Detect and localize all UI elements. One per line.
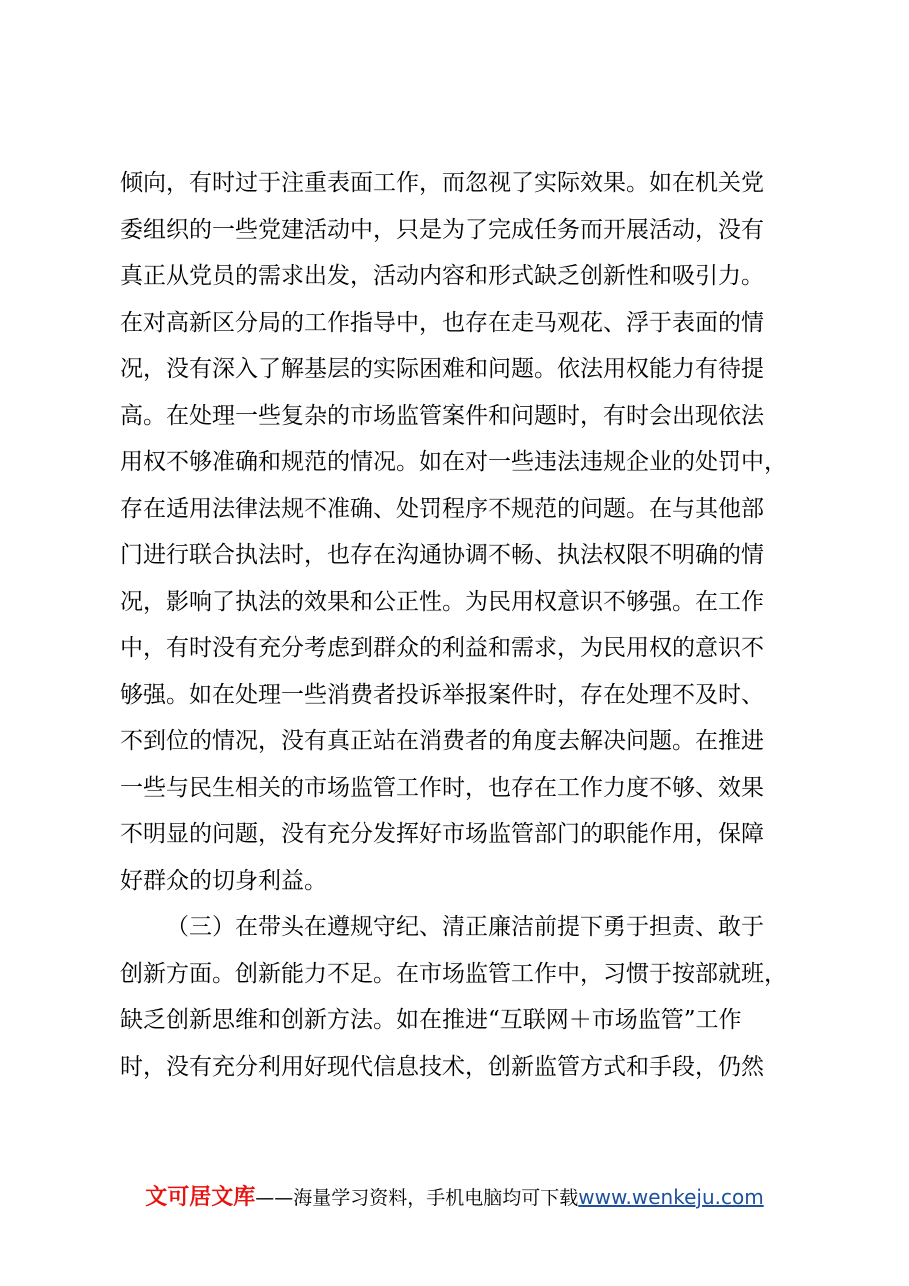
text-line: 高。在处理一些复杂的市场监管案件和问题时，有时会出现依法 (120, 402, 764, 429)
text-line: 中，有时没有充分考虑到群众的利益和需求，为民用权的意识不 (120, 635, 764, 661)
footer-banner (0, 1180, 909, 1211)
footer-slogan: 海量学习资料，手机电脑均可下载 (293, 1187, 579, 1209)
section-heading-line: （三）在带头在遵规守纪、清正廉洁前提下勇于担责、敢于 (166, 914, 764, 940)
text-line: 况，影响了执法的效果和公正性。为民用权意识不够强。在工作 (120, 588, 764, 615)
text-line: 时，没有充分利用好现代信息技术，创新监管方式和手段，仍然 (120, 1053, 764, 1080)
text-line: 真正从党员的需求出发，活动内容和形式缺乏创新性和吸引力。 (120, 263, 764, 289)
brand-name: 文可居文库 (145, 1185, 256, 1210)
text-line: 够强。如在处理一些消费者投诉举报案件时，存在处理不及时、 (120, 681, 764, 708)
text-line: 一些与民生相关的市场监管工作时，也存在工作力度不够、效果 (120, 774, 764, 801)
text-line: 况，没有深入了解基层的实际困难和问题。依法用权能力有待提 (120, 356, 764, 382)
text-line: 门进行联合执法时，也存在沟通协调不畅、执法权限不明确的情 (120, 542, 764, 568)
text-line: 不到位的情况，没有真正站在消费者的角度去解决问题。在推进 (120, 728, 764, 754)
text-line: 不明显的问题，没有充分发挥好市场监管部门的职能作用，保障 (120, 821, 764, 847)
text-line: 缺乏创新思维和创新方法。如在推进“互联网＋市场监管”工作 (120, 1007, 742, 1033)
text-line: 倾向，有时过于注重表面工作，而忽视了实际效果。如在机关党 (120, 170, 764, 196)
text-line: 存在适用法律法规不准确、处罚程序不规范的问题。在与其他部 (120, 495, 764, 522)
text-line: 创新方面。创新能力不足。在市场监管工作中，习惯于按部就班， (120, 960, 787, 987)
text-line: 在对高新区分局的工作指导中，也存在走马观花、浮于表面的情 (120, 309, 764, 336)
footer-dash: —— (255, 1187, 294, 1209)
text-line: 好群众的切身利益。 (120, 867, 327, 894)
text-line: 委组织的一些党建活动中，只是为了完成任务而开展活动，没有 (120, 216, 764, 243)
site-link[interactable]: www.wenkeju.com (578, 1185, 764, 1209)
document-body (120, 160, 800, 1090)
text-line: 用权不够准确和规范的情况。如在对一些违法违规企业的处罚中， (120, 449, 787, 475)
